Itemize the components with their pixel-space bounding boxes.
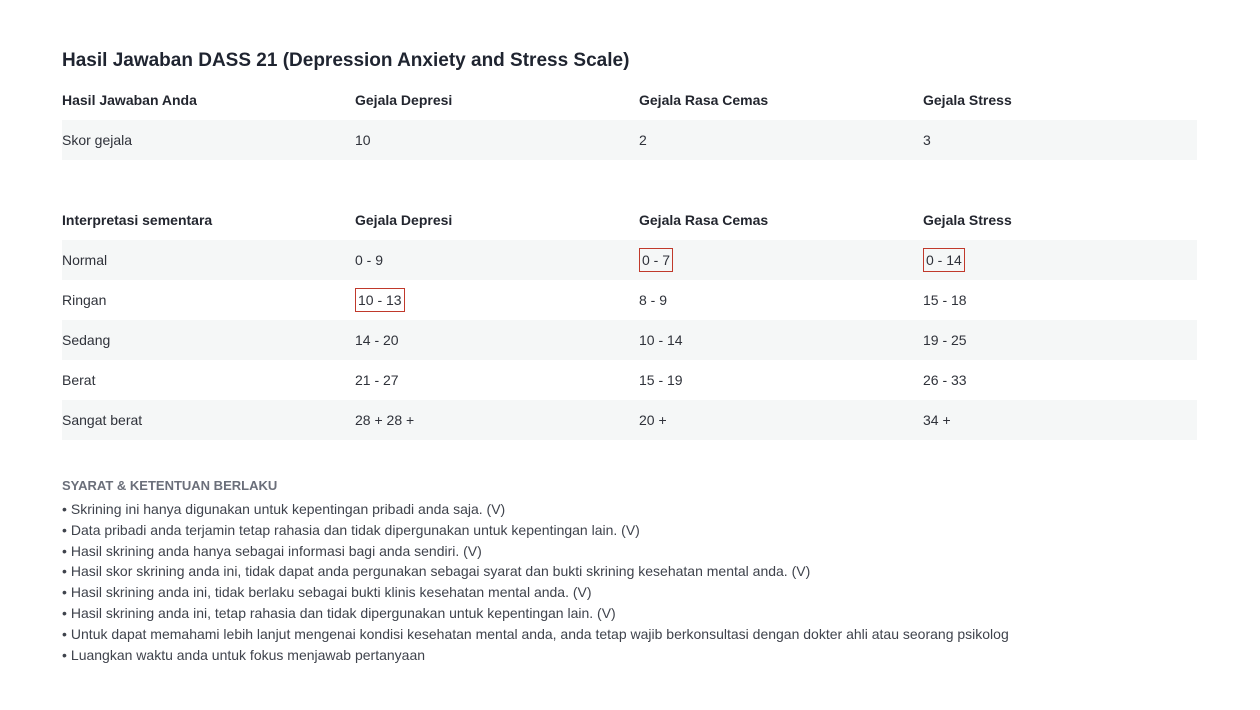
list-item: [62, 582, 1202, 603]
interp-level-label: Sangat berat: [62, 400, 355, 440]
term-text: Hasil skrining anda ini, tetap rahasia dan tidak dipergunakan untuk kepentingan lain. (V): [70, 604, 616, 621]
interp-cemas-range: 15 - 19: [639, 360, 923, 400]
interp-header-stress: Gejala Stress: [923, 212, 1012, 228]
interp-depresi-range: 0 - 9: [355, 240, 639, 280]
interp-depresi-range: [355, 280, 639, 320]
interp-header-label: Interpretasi sementara: [62, 212, 213, 228]
list-item: [62, 645, 1202, 666]
interp-stress-range: 34 +: [923, 400, 1197, 440]
highlighted-range: 0 - 14: [923, 248, 965, 272]
table-row: [62, 120, 1197, 160]
score-header-label: Hasil Jawaban Anda: [62, 92, 197, 108]
table-row: [62, 400, 1197, 440]
interp-level-label: Berat: [62, 360, 355, 400]
term-text: Hasil skrining anda ini, tidak berlaku sebagai bukti klinis kesehatan mental anda. (V): [70, 584, 592, 601]
terms-heading: SYARAT & KETENTUAN BERLAKU: [62, 478, 278, 493]
score-header-cemas: Gejala Rasa Cemas: [639, 92, 769, 108]
interp-header-depresi: Gejala Depresi: [355, 212, 453, 228]
interp-cemas-range: [639, 240, 923, 280]
list-item: [62, 541, 1202, 562]
table-row: [62, 280, 1197, 320]
interp-cemas-range: 20 +: [639, 400, 923, 440]
score-table: [62, 80, 1197, 160]
interp-level-label: Ringan: [62, 280, 355, 320]
interp-stress-range: 19 - 25: [923, 320, 1197, 360]
term-text: Untuk dapat memahami lebih lanjut mengenai kondisi kesehatan mental anda, anda tetap wajib berkonsultasi dengan dokter ahli atau seorang psikolog: [70, 625, 1009, 642]
term-text: Skrining ini hanya digunakan untuk kepentingan pribadi anda saja. (V): [70, 501, 506, 517]
interp-depresi-range: 28 + 28 +: [355, 400, 639, 440]
bullet: •: [62, 501, 67, 517]
list-item: [62, 499, 1202, 520]
page-title: Hasil Jawaban DASS 21 (Depression Anxiety and Stress Scale): [62, 50, 630, 71]
interp-level-label: Normal: [62, 240, 355, 280]
bullet: •: [62, 604, 67, 621]
interp-stress-range: 26 - 33: [923, 360, 1197, 400]
interp-cemas-range: 10 - 14: [639, 320, 923, 360]
table-row: [62, 320, 1197, 360]
interp-depresi-range: 21 - 27: [355, 360, 639, 400]
list-item: [62, 603, 1202, 624]
term-text: Luangkan waktu anda untuk fokus menjawab pertanyaan: [70, 646, 426, 663]
terms-list: [62, 499, 1202, 665]
highlighted-range: 10 - 13: [355, 288, 405, 312]
interp-level-label: Sedang: [62, 320, 355, 360]
highlighted-range: 0 - 7: [639, 248, 673, 272]
table-row: [62, 360, 1197, 400]
score-cemas-value: 2: [639, 120, 923, 160]
bullet: •: [62, 625, 67, 642]
list-item: [62, 624, 1202, 645]
score-header-stress: Gejala Stress: [923, 92, 1012, 108]
term-text: Data pribadi anda terjamin tetap rahasia dan tidak dipergunakan untuk kepentingan lain. (V): [70, 521, 640, 538]
table-row: [62, 240, 1197, 280]
interp-stress-range: 15 - 18: [923, 280, 1197, 320]
bullet: •: [62, 646, 67, 663]
interpretation-table-header: [62, 200, 1197, 240]
list-item: [62, 520, 1202, 541]
score-row-label: Skor gejala: [62, 120, 355, 160]
bullet: •: [62, 521, 67, 538]
interp-stress-range: [923, 240, 1197, 280]
interp-depresi-range: 14 - 20: [355, 320, 639, 360]
score-stress-value: 3: [923, 120, 1197, 160]
score-table-header: [62, 80, 1197, 120]
term-text: Hasil skrining anda hanya sebagai informasi bagi anda sendiri. (V): [70, 542, 482, 559]
score-depresi-value: 10: [355, 120, 639, 160]
term-text: Hasil skor skrining anda ini, tidak dapat anda pergunakan sebagai syarat dan bukti skrining kesehatan mental anda. (V): [70, 563, 811, 580]
terms-section: [62, 478, 1202, 665]
interp-header-cemas: Gejala Rasa Cemas: [639, 212, 769, 228]
interpretation-table: [62, 200, 1197, 440]
list-item: [62, 561, 1202, 582]
bullet: •: [62, 563, 67, 580]
score-header-depresi: Gejala Depresi: [355, 92, 453, 108]
bullet: •: [62, 584, 67, 601]
bullet: •: [62, 542, 67, 559]
interp-cemas-range: 8 - 9: [639, 280, 923, 320]
